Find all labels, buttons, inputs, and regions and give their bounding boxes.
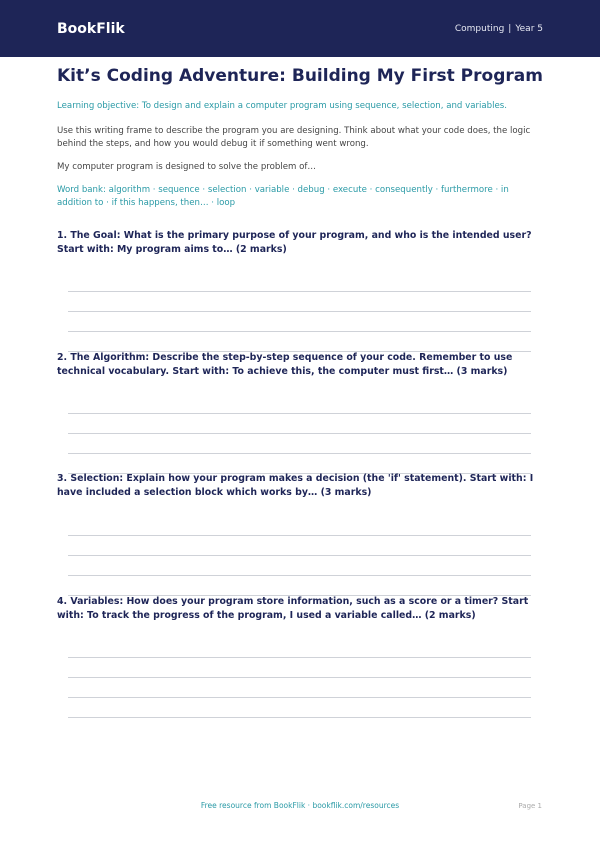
answer-line[interactable] [68,555,531,556]
learning-objective: Learning objective: To design and explain a computer program using sequence, selection, and variables. [57,101,507,111]
problem-prompt: My computer program is designed to solve the problem of… [57,162,316,172]
question-1: 1. The Goal: What is the primary purpose of your program, and who is the intended user? Start with: My program aims to… (2 marks) [57,230,532,255]
instructions-text: Use this writing frame to describe the program you are designing. Think about what your code does, the logic behind the steps, and how you would debug it if something went wrong. [57,126,531,149]
subject-label: Computing [454,23,505,34]
worksheet-title: Kit’s Coding Adventure: Building My First Program [57,66,543,86]
year-label: Year 5 [515,23,543,34]
answer-line[interactable] [68,717,531,718]
answer-line[interactable] [68,697,531,698]
footer-resource-link[interactable]: Free resource from BookFlik · bookflik.com/resources [200,801,400,810]
subject-year-label [455,24,543,34]
answer-line[interactable] [68,331,531,332]
header-separator: | [508,23,512,34]
answer-line[interactable] [68,413,531,414]
question-3: 3. Selection: Explain how your program makes a decision (the 'if' statement). Start with: I have included a selection block which works by… (3 marks) [57,473,534,498]
word-bank: Word bank: algorithm · sequence · selection · variable · debug · execute · consequently · furthermore · in addition to · if this happens, then… · loop [57,185,509,208]
page-header [0,0,600,57]
answer-line[interactable] [68,311,531,312]
answer-line[interactable] [68,535,531,536]
page-number: Page 1 [518,802,542,810]
answer-line[interactable] [68,657,531,658]
question-4: 4. Variables: How does your program store information, such as a score or a timer? Start with: To track the progress of the program, I used a variable called… (2 marks) [57,596,529,621]
answer-line[interactable] [68,453,531,454]
answer-line[interactable] [68,677,531,678]
brand-logo[interactable]: BookFlik [57,20,125,37]
answer-line[interactable] [68,575,531,576]
answer-line[interactable] [68,433,531,434]
answer-line[interactable] [68,291,531,292]
question-2: 2. The Algorithm: Describe the step-by-step sequence of your code. Remember to use technical vocabulary. Start with: To achieve this, the computer must first… (3 marks) [57,352,513,377]
